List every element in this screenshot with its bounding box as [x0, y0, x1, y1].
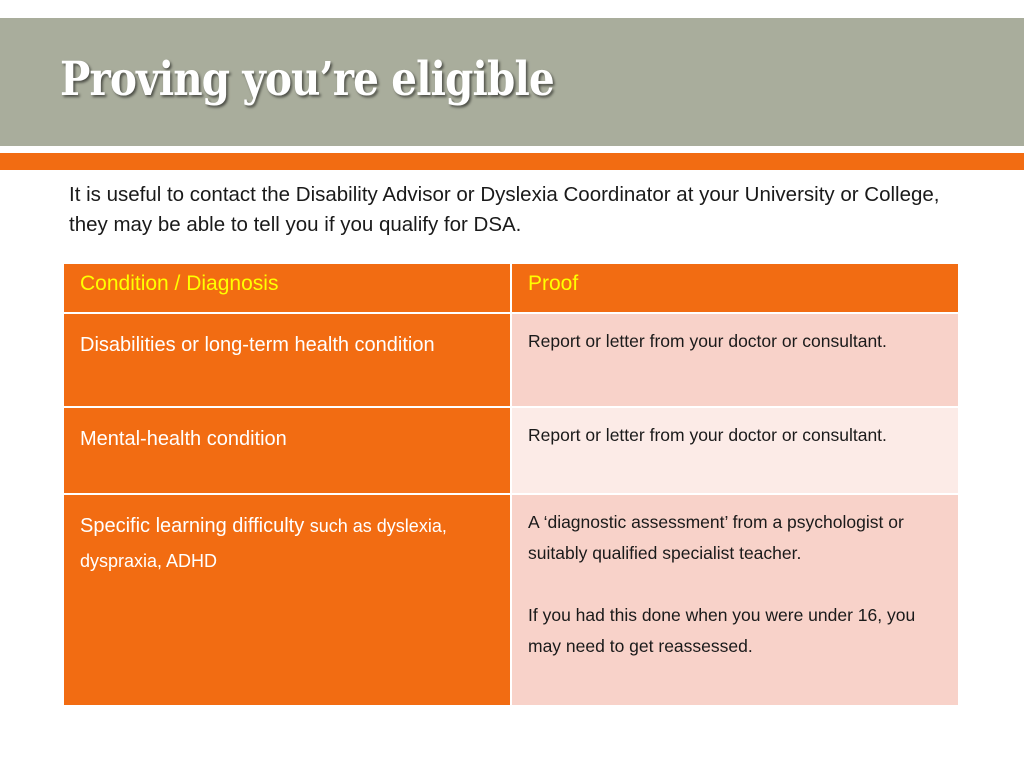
intro-text: It is useful to contact the Disability Advisor or Dyslexia Coordinator at your University or College, they may be able to tell you if you qualify for DSA. [69, 183, 940, 236]
proof-cell [511, 407, 959, 494]
condition-cell [63, 407, 511, 494]
header-proof: Proof [511, 263, 959, 313]
table-row [63, 313, 959, 407]
condition-cell [63, 313, 511, 407]
table-row [63, 494, 959, 706]
condition-cell [63, 494, 511, 706]
proof-text: Report or letter from your doctor or consultant. [528, 331, 887, 351]
condition-text: Disabilities or long-term health condition [80, 334, 435, 356]
proof-text: If you had this done when you were under 16, you may need to get reassessed. [528, 605, 916, 656]
condition-text: Mental-health condition [80, 428, 287, 450]
slide-title: Proving you’re eligible [60, 52, 554, 107]
eligibility-table [62, 262, 960, 707]
table-header-row [63, 263, 959, 313]
proof-cell [511, 494, 959, 706]
proof-text: Report or letter from your doctor or consultant. [528, 425, 887, 445]
header-condition: Condition / Diagnosis [63, 263, 511, 313]
accent-bar [0, 153, 1024, 170]
proof-text: A ‘diagnostic assessment’ from a psychologist or suitably qualified specialist teacher. [528, 512, 904, 563]
table-row [63, 407, 959, 494]
proof-cell [511, 313, 959, 407]
condition-note: such as dyslexia, dyspraxia, ADHD [80, 516, 447, 571]
condition-text: Specific learning difficulty [80, 515, 305, 537]
